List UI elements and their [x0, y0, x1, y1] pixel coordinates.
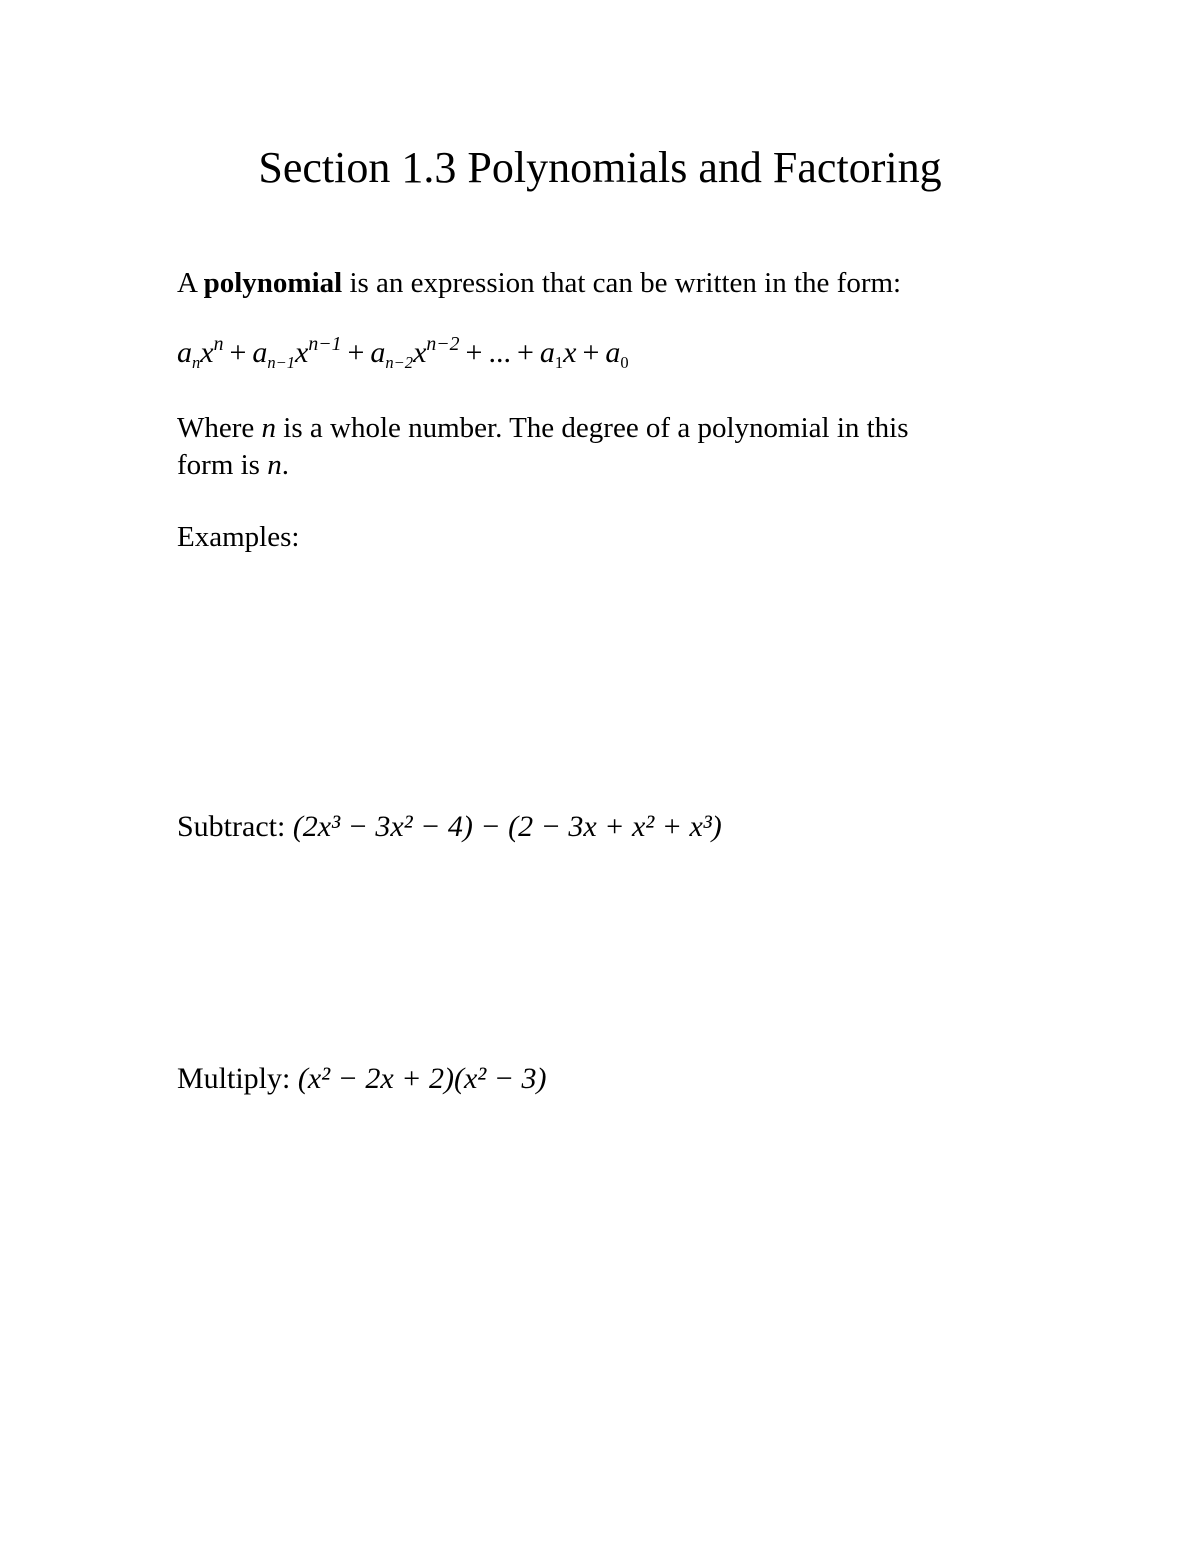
formula-coef: a: [539, 336, 555, 369]
polynomial-general-form: [177, 334, 629, 376]
degree-variable: n: [261, 412, 277, 444]
degree-text: is a whole number. The degree of a polynomial in this: [276, 412, 909, 444]
formula-sub: 0: [620, 352, 629, 372]
multiply-exercise: [177, 1060, 547, 1098]
definition-term: polynomial: [203, 267, 343, 299]
formula-sub: n: [192, 352, 201, 372]
formula-var: x: [200, 336, 214, 369]
formula-sub: n−2: [385, 352, 414, 372]
formula-sub: 1: [554, 352, 564, 372]
formula-var: x: [413, 336, 427, 369]
formula-sup: n: [213, 333, 224, 356]
subtract-label: Subtract:: [177, 810, 293, 843]
formula-dots: ...: [488, 336, 511, 369]
definition-suffix: is an expression that can be written in the form:: [342, 267, 902, 299]
subtract-exercise: [177, 808, 722, 846]
formula-coef: a: [370, 336, 386, 369]
formula-sup: n−2: [426, 333, 460, 356]
formula-op: +: [582, 336, 600, 369]
formula-op: +: [465, 336, 483, 369]
page-title: Section 1.3 Polynomials and Factoring: [258, 143, 942, 192]
formula-var: x: [295, 336, 309, 369]
formula-op: +: [347, 336, 365, 369]
formula-var: x: [563, 336, 577, 369]
subtract-expression: (2x³ − 3x² − 4) − (2 − 3x + x² + x³): [292, 810, 722, 843]
formula-op: +: [229, 336, 247, 369]
formula-op: +: [516, 336, 534, 369]
degree-variable: n: [267, 449, 282, 481]
formula-sub: n−1: [267, 352, 296, 372]
formula-coef: a: [605, 336, 621, 369]
degree-text: form is: [177, 449, 268, 481]
multiply-expression: (x² − 2x + 2)(x² − 3): [297, 1062, 547, 1095]
degree-text: Where: [177, 412, 262, 444]
degree-description-line-1: [177, 409, 909, 447]
formula-coef: a: [252, 336, 268, 369]
multiply-label: Multiply:: [177, 1062, 298, 1095]
formula-sup: n−1: [308, 333, 342, 356]
formula-coef: a: [177, 336, 192, 369]
polynomial-definition: [177, 264, 901, 302]
degree-description-line-2: [177, 446, 289, 484]
examples-heading: Examples:: [177, 521, 300, 553]
definition-prefix: A: [177, 267, 204, 299]
degree-text: .: [281, 449, 289, 481]
